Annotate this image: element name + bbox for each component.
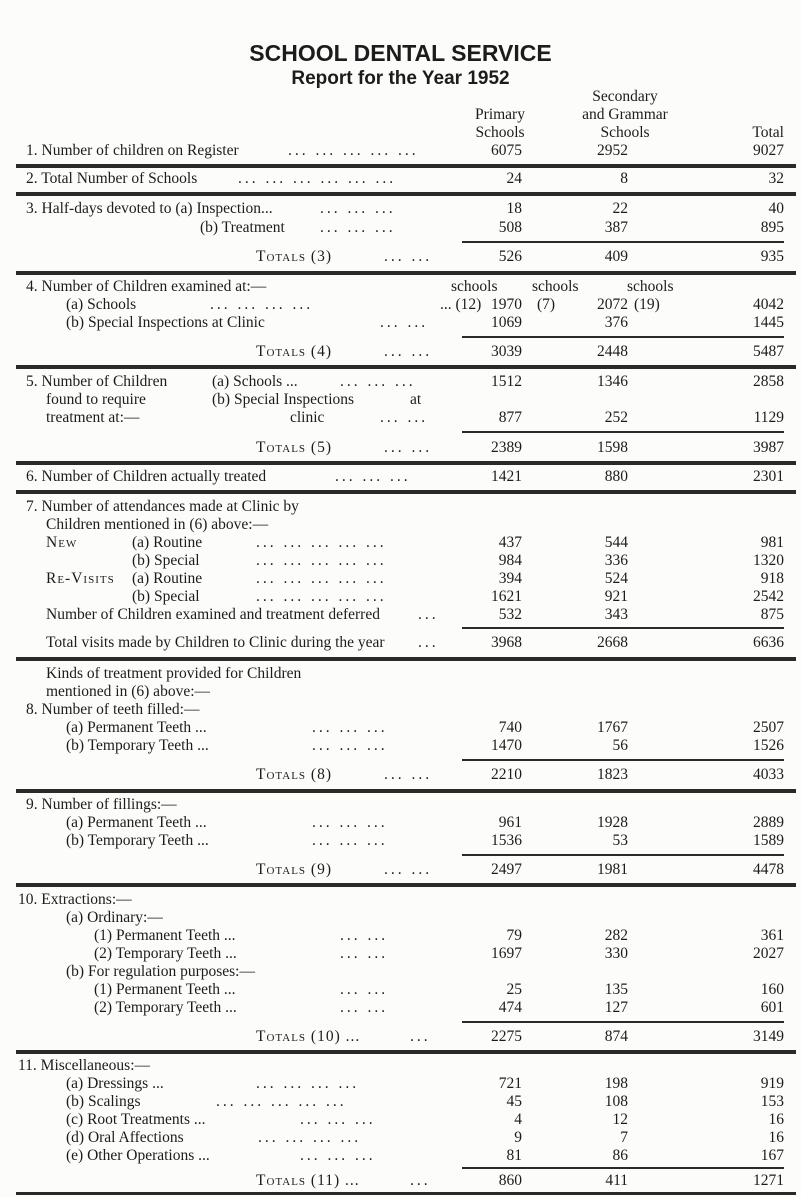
s9-totals-total: 4478 [753, 861, 784, 878]
s4-a-total: 4042 [753, 296, 784, 313]
s7-row-0-primary: 437 [498, 534, 522, 551]
subtotal-rule [462, 759, 784, 761]
s7-deferred-total: 875 [760, 606, 784, 623]
s9-row-1-label: (b) Temporary Teeth ... [66, 832, 209, 849]
s4-b-primary: 1069 [491, 314, 522, 331]
subtotal-rule [462, 431, 784, 433]
s5-totals-primary: 2389 [491, 439, 522, 456]
section-divider [16, 461, 796, 465]
s10-a-row-0-dots: ... ... [340, 927, 389, 944]
col-header-primary-1: Primary [475, 106, 525, 123]
section-divider [16, 192, 796, 196]
s7-row-2-dots: ... ... ... ... ... [256, 570, 387, 587]
s11-row-0-primary: 721 [498, 1075, 522, 1092]
s11-totals-dots: ... [410, 1172, 431, 1189]
s11-row-3-primary: 9 [514, 1129, 522, 1146]
s11-row-0-secondary: 198 [604, 1075, 628, 1092]
section-divider [16, 883, 796, 887]
s5-totals-secondary: 1598 [597, 439, 628, 456]
s9-row-0-label: (a) Permanent Teeth ... [66, 814, 207, 831]
s9-row-1-secondary: 53 [612, 832, 628, 849]
s8-row-0-label: (a) Permanent Teeth ... [66, 719, 207, 736]
s3-totals-label: Totals (3) [256, 248, 332, 265]
s8-row-1-secondary: 56 [612, 737, 628, 754]
s3-totals-dots: ... ... [384, 248, 433, 265]
s4-count-secondary: (7) [537, 296, 556, 313]
s9-label-1: 9. Number of fillings:— [26, 796, 177, 813]
s11-row-1-total: 153 [760, 1093, 784, 1110]
s5-a-total: 2858 [753, 373, 784, 390]
section-divider [16, 271, 796, 275]
report-title: SCHOOL DENTAL SERVICE [249, 40, 552, 66]
s9-totals-secondary: 1981 [597, 861, 628, 878]
s10-totals-primary: 2275 [491, 1028, 522, 1045]
s10-b-row-1-total: 601 [760, 999, 784, 1016]
s3-label-a: 3. Half-days devoted to (a) Inspection... [26, 200, 273, 217]
s7-row-1-primary: 984 [498, 552, 522, 569]
s10-totals-secondary: 874 [604, 1028, 628, 1045]
s10-b-row-0-total: 160 [760, 981, 784, 998]
s11-label-1: 11. Miscellaneous:— [18, 1057, 151, 1074]
s2-primary: 24 [506, 170, 522, 187]
s4-totals-label: Totals (4) [256, 343, 332, 360]
s5-b-clinic: clinic [290, 409, 325, 426]
s11-row-4-total: 167 [760, 1147, 784, 1164]
s5-a-secondary: 1346 [597, 373, 628, 390]
s11-row-4-label: (e) Other Operations ... [66, 1147, 210, 1164]
s10-totals-dots: ... [410, 1028, 431, 1045]
s10-a-row-1-primary: 1697 [491, 945, 522, 962]
s4-schools-total: schools [627, 278, 674, 295]
s7-row-3-label: (b) Special [132, 588, 200, 605]
s5-a-primary: 1512 [491, 373, 522, 390]
s6-total: 2301 [753, 468, 784, 485]
s5-label-2: found to require [46, 391, 146, 408]
s4-label: 4. Number of Children examined at:— [26, 278, 267, 295]
s2-label: 2. Total Number of Schools [26, 170, 198, 187]
s7-row-2-label: (a) Routine [132, 570, 203, 587]
s4-b-secondary: 376 [604, 314, 628, 331]
s1-dots: ... ... ... ... ... [288, 142, 419, 159]
s10-a-label: (a) Ordinary:— [66, 909, 163, 926]
s3-dots-b: ... ... ... [320, 219, 396, 236]
s4-dots-a: ... ... ... ... [210, 296, 314, 313]
s9-row-0-primary: 961 [498, 814, 522, 831]
s11-row-3-dots: ... ... ... ... [258, 1129, 362, 1146]
s2-total: 32 [768, 170, 784, 187]
s5-totals-total: 3987 [753, 439, 784, 456]
s10-b-row-0-dots: ... ... [340, 981, 389, 998]
subtotal-rule [462, 627, 784, 629]
s6-secondary: 880 [604, 468, 628, 485]
section-divider [16, 1192, 796, 1195]
s7-row-3-total: 2542 [753, 588, 784, 605]
s3-b-primary: 508 [498, 219, 522, 236]
s7-row-1-total: 1320 [753, 552, 784, 569]
s11-totals-secondary: 411 [605, 1172, 628, 1189]
s4-label-a: (a) Schools [66, 296, 137, 313]
s10-b-row-1-dots: ... ... [340, 999, 389, 1016]
s7-total-total: 6636 [753, 634, 784, 651]
s4-b-total: 1445 [753, 314, 784, 331]
s10-totals-label: Totals (10) ... [256, 1028, 361, 1045]
s3-a-primary: 18 [506, 200, 522, 217]
s11-totals-total: 1271 [753, 1172, 784, 1189]
col-header-total: Total [752, 124, 784, 141]
s10-b-row-0-primary: 25 [506, 981, 522, 998]
s7-row-1-secondary: 336 [604, 552, 628, 569]
s11-row-3-total: 16 [768, 1129, 784, 1146]
s11-row-4-secondary: 86 [612, 1147, 628, 1164]
s7-row-0-secondary: 544 [604, 534, 628, 551]
s10-b-row-1-primary: 474 [498, 999, 522, 1016]
s3-a-total: 40 [768, 200, 784, 217]
col-header-secondary-2: and Grammar [582, 106, 668, 123]
s7-row-2-total: 918 [760, 570, 784, 587]
s8-label-2: mentioned in (6) above:— [46, 683, 210, 700]
s3-b-total: 895 [760, 219, 784, 236]
s5-a-dots: ... ... ... [340, 373, 416, 390]
s3-a-secondary: 22 [612, 200, 628, 217]
s10-b-row-0-label: (1) Permanent Teeth ... [94, 981, 236, 998]
section-divider [16, 365, 796, 369]
s11-row-2-dots: ... ... ... [300, 1111, 376, 1128]
s11-row-1-dots: ... ... ... ... ... [216, 1093, 347, 1110]
s8-totals-primary: 2210 [491, 766, 522, 783]
s5-b-dots: ... ... [380, 409, 429, 426]
s1-label: 1. Number of children on Register [26, 142, 239, 159]
s10-totals-total: 3149 [753, 1028, 784, 1045]
s7-deferred-secondary: 343 [604, 606, 628, 623]
s5-b-at: at [410, 391, 422, 408]
s11-row-2-total: 16 [768, 1111, 784, 1128]
s5-label-1: 5. Number of Children [26, 373, 168, 390]
s11-row-1-secondary: 108 [604, 1093, 628, 1110]
s9-totals-label: Totals (9) [256, 861, 332, 878]
s11-row-4-primary: 81 [506, 1147, 522, 1164]
s8-row-0-primary: 740 [498, 719, 522, 736]
s11-totals-primary: 860 [498, 1172, 522, 1189]
s8-label-1: Kinds of treatment provided for Children [46, 665, 302, 682]
s6-primary: 1421 [491, 468, 522, 485]
s4-schools-primary: schools [451, 278, 498, 295]
s7-row-3-secondary: 921 [604, 588, 628, 605]
s8-totals-label: Totals (8) [256, 766, 332, 783]
s7-deferred-label: Number of Children examined and treatment deferred [46, 606, 380, 623]
s3-dots-a: ... ... ... [320, 200, 396, 217]
s3-label-b: (b) Treatment [200, 219, 285, 236]
s11-row-1-primary: 45 [506, 1093, 522, 1110]
s3-totals-primary: 526 [498, 248, 522, 265]
s7-row-3-dots: ... ... ... ... ... [256, 588, 387, 605]
s10-b-label: (b) For regulation purposes:— [66, 963, 255, 980]
col-header-secondary-1: Secondary [592, 88, 658, 105]
s11-row-2-label: (c) Root Treatments ... [66, 1111, 206, 1128]
s7-row-3-primary: 1621 [491, 588, 522, 605]
s7-total-secondary: 2668 [597, 634, 628, 651]
s3-totals-total: 935 [760, 248, 784, 265]
s3-b-secondary: 387 [604, 219, 628, 236]
s10-a-row-1-label: (2) Temporary Teeth ... [94, 945, 237, 962]
s6-label: 6. Number of Children actually treated [26, 468, 267, 485]
s8-totals-dots: ... ... [384, 766, 433, 783]
s5-b-total: 1129 [753, 409, 784, 426]
s9-row-1-primary: 1536 [491, 832, 522, 849]
section-divider [16, 1050, 796, 1054]
s9-row-0-secondary: 1928 [597, 814, 628, 831]
s7-label-2: Children mentioned in (6) above:— [46, 516, 269, 533]
s7-total-primary: 3968 [491, 634, 522, 651]
s10-b-row-1-label: (2) Temporary Teeth ... [94, 999, 237, 1016]
s4-a-primary: 1970 [491, 296, 522, 313]
s5-a-label: (a) Schools ... [212, 373, 298, 390]
s4-schools-secondary: schools [532, 278, 579, 295]
s4-totals-secondary: 2448 [597, 343, 628, 360]
s10-a-row-0-primary: 79 [506, 927, 522, 944]
s7-row-1-label: (b) Special [132, 552, 200, 569]
s10-label-1: 10. Extractions:— [18, 891, 132, 908]
col-header-primary-2: Schools [475, 124, 525, 141]
s7-row-2-secondary: 524 [604, 570, 628, 587]
s7-row-0-label: (a) Routine [132, 534, 203, 551]
s11-row-4-dots: ... ... ... [300, 1147, 376, 1164]
s4-label-b: (b) Special Inspections at Clinic [66, 314, 265, 331]
s8-row-1-label: (b) Temporary Teeth ... [66, 737, 209, 754]
s10-a-row-0-total: 361 [760, 927, 784, 944]
subtotal-rule [462, 336, 784, 338]
s7-row-2-category: Re-Visits [46, 570, 115, 587]
s8-totals-total: 4033 [753, 766, 784, 783]
s4-totals-primary: 3039 [491, 343, 522, 360]
s4-dots-b: ... ... [380, 314, 429, 331]
s9-row-0-total: 2889 [753, 814, 784, 831]
s9-row-1-total: 1589 [753, 832, 784, 849]
section-divider [16, 490, 796, 494]
s8-row-0-secondary: 1767 [597, 719, 628, 736]
s9-row-1-dots: ... ... ... [312, 832, 388, 849]
s8-row-1-total: 1526 [753, 737, 784, 754]
s10-b-row-1-secondary: 127 [604, 999, 628, 1016]
s2-dots: ... ... ... ... ... ... [238, 170, 397, 187]
s11-row-0-label: (a) Dressings ... [66, 1075, 164, 1092]
s1-secondary: 2952 [597, 142, 628, 159]
s11-row-1-label: (b) Scalings [66, 1093, 141, 1110]
section-divider [16, 789, 796, 793]
s7-label-1: 7. Number of attendances made at Clinic by [26, 498, 299, 515]
s1-primary: 6075 [491, 142, 522, 159]
s8-row-1-primary: 1470 [491, 737, 522, 754]
s11-row-2-primary: 4 [514, 1111, 522, 1128]
s8-totals-secondary: 1823 [597, 766, 628, 783]
s8-label-3: 8. Number of teeth filled:— [26, 701, 200, 718]
s11-row-3-label: (d) Oral Affections [66, 1129, 184, 1146]
s10-a-row-1-dots: ... ... [340, 945, 389, 962]
s6-dots: ... ... ... [335, 468, 411, 485]
s7-deferred-dots: ... [418, 606, 439, 623]
s11-row-0-dots: ... ... ... ... [256, 1075, 360, 1092]
s8-row-1-dots: ... ... ... [312, 737, 388, 754]
s7-row-0-dots: ... ... ... ... ... [256, 534, 387, 551]
s10-a-row-0-secondary: 282 [604, 927, 628, 944]
s4-totals-dots: ... ... [384, 343, 433, 360]
col-header-secondary-3: Schools [600, 124, 650, 141]
s11-row-2-secondary: 12 [612, 1111, 628, 1128]
s10-b-row-0-secondary: 135 [604, 981, 628, 998]
s7-deferred-primary: 532 [498, 606, 522, 623]
s9-row-0-dots: ... ... ... [312, 814, 388, 831]
s5-label-3: treatment at:— [46, 409, 140, 426]
s4-a-secondary: 2072 [597, 296, 628, 313]
s7-total-dots: ... [418, 634, 439, 651]
s2-secondary: 8 [620, 170, 628, 187]
s4-totals-total: 5487 [753, 343, 784, 360]
s8-row-0-dots: ... ... ... [312, 719, 388, 736]
s7-row-0-category: New [46, 534, 78, 551]
s5-totals-dots: ... ... [384, 439, 433, 456]
s7-row-1-dots: ... ... ... ... ... [256, 552, 387, 569]
s8-row-0-total: 2507 [753, 719, 784, 736]
s10-a-row-1-secondary: 330 [604, 945, 628, 962]
subtotal-rule [462, 1021, 784, 1023]
subtotal-rule [462, 854, 784, 856]
s9-totals-dots: ... ... [384, 861, 433, 878]
subtotal-rule [462, 1167, 784, 1169]
section-divider [16, 657, 796, 661]
section-divider [16, 164, 796, 168]
s1-total: 9027 [753, 142, 784, 159]
s5-totals-label: Totals (5) [256, 439, 332, 456]
s5-b-label: (b) Special Inspections [212, 391, 355, 408]
report-subtitle: Report for the Year 1952 [291, 68, 510, 89]
subtotal-rule [462, 241, 784, 243]
s10-a-row-0-label: (1) Permanent Teeth ... [94, 927, 236, 944]
s11-totals-label: Totals (11) ... [256, 1172, 360, 1189]
s9-totals-primary: 2497 [491, 861, 522, 878]
s5-b-primary: 877 [498, 409, 522, 426]
s5-b-secondary: 252 [604, 409, 628, 426]
s10-a-row-1-total: 2027 [753, 945, 784, 962]
s4-count-total: (19) [634, 296, 660, 313]
s7-total-label: Total visits made by Children to Clinic during the year [46, 634, 385, 651]
s7-row-2-primary: 394 [498, 570, 522, 587]
s7-row-0-total: 981 [760, 534, 784, 551]
s11-row-0-total: 919 [760, 1075, 784, 1092]
s4-count-primary: ... (12) [440, 296, 482, 313]
s11-row-3-secondary: 7 [620, 1129, 628, 1146]
s3-totals-secondary: 409 [604, 248, 628, 265]
